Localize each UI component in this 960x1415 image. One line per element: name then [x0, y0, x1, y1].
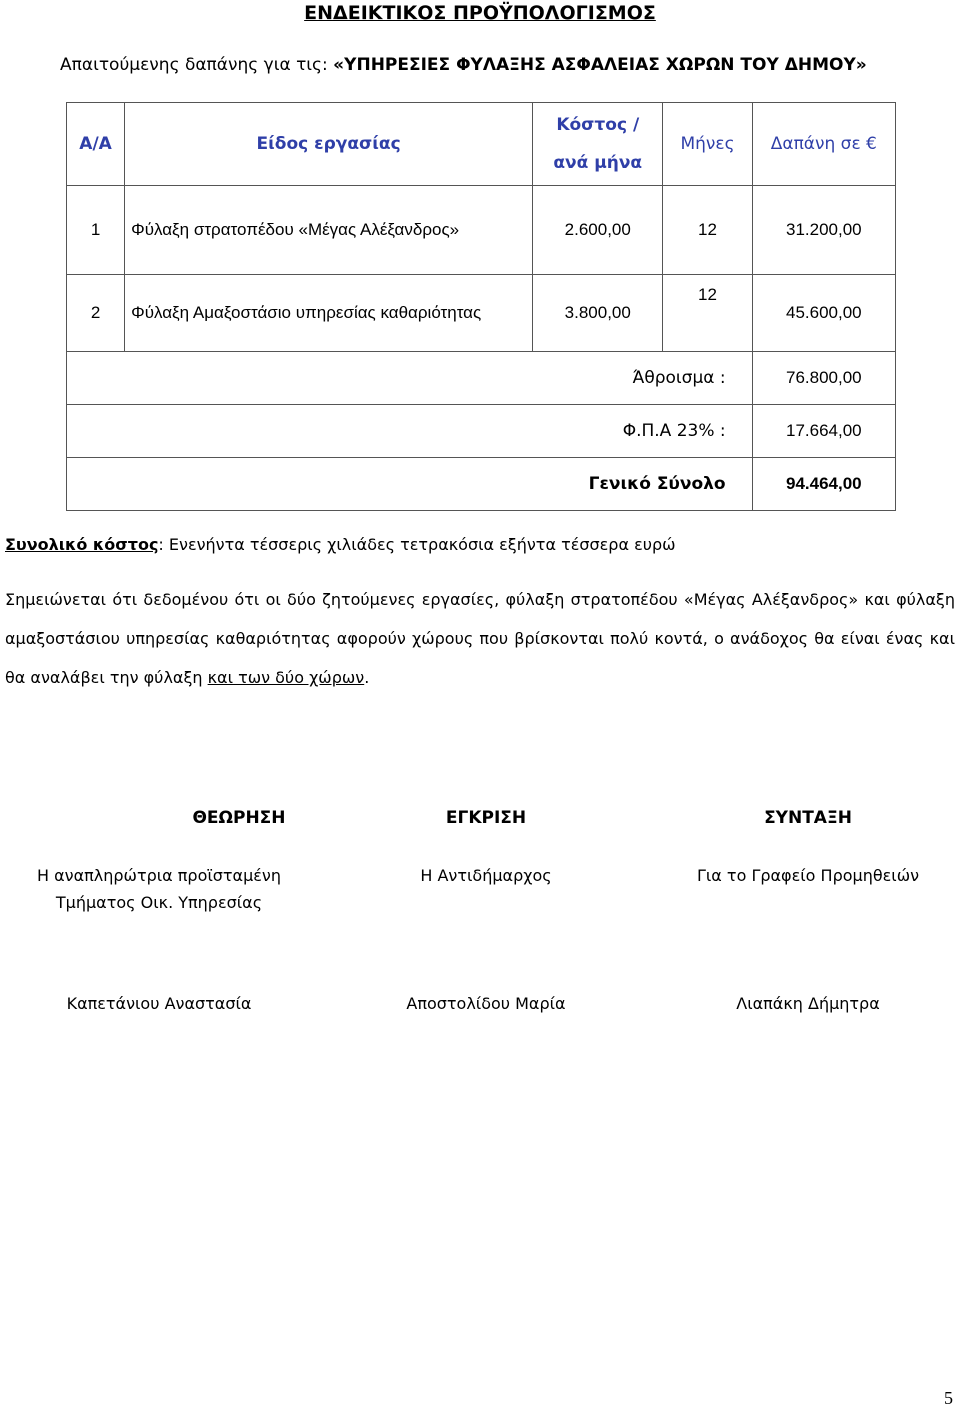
row-aa: 1 [67, 186, 125, 275]
role-line: Η αναπληρώτρια προϊσταμένη [37, 866, 281, 885]
role-line: Για το Γραφείο Προμηθειών [696, 866, 920, 885]
project-name: «ΥΠΗΡΕΣΙΕΣ ΦΥΛΑΞΗΣ ΑΣΦΑΛΕΙΑΣ ΧΩΡΩΝ ΤΟΥ ΔΗΜΟΥ» [333, 55, 867, 75]
header-cost-line1: Κόστος / [556, 115, 640, 135]
row-aa: 2 [67, 275, 125, 352]
vat-row [67, 405, 896, 458]
row-total: 45.600,00 [752, 275, 895, 352]
header-cost [533, 103, 663, 186]
total-cost-words: : Ενενήντα τέσσερις χιλιάδες τετρακόσια εξήντα τέσσερα ευρώ [158, 535, 676, 554]
summary-blank [67, 458, 533, 511]
note-underlined: και των δύο χώρων [207, 668, 365, 687]
row-cost: 3.800,00 [533, 275, 663, 352]
note-end: . [364, 668, 370, 687]
signature-heading-drafting: ΣΥΝΤΑΞΗ [764, 808, 852, 828]
table-row [67, 275, 896, 352]
intro-prefix: Απαιτούμενης δαπάνης για τις: [60, 55, 334, 75]
header-total: Δαπάνη σε € [752, 103, 895, 186]
summary-blank [67, 405, 533, 458]
table-row [67, 186, 896, 275]
summary-blank [67, 352, 533, 405]
grand-total-row [67, 458, 896, 511]
signature-role-review [9, 862, 309, 916]
intro-line [60, 55, 867, 75]
table-header-row [67, 103, 896, 186]
subtotal-label: Άθροισμα : [533, 352, 753, 405]
signature-name-drafting: Λιαπάκη Δήμητρα [736, 994, 880, 1013]
row-type: Φύλαξη Αμαξοστάσιο υπηρεσίας καθαριότητας [125, 275, 533, 352]
budget-table [66, 102, 896, 511]
signature-name-approval: Αποστολίδου Μαρία [406, 994, 566, 1013]
row-type: Φύλαξη στρατοπέδου «Μέγας Αλέξανδρος» [125, 186, 533, 275]
note-text: Σημειώνεται ότι δεδομένου ότι οι δύο ζητούμενες εργασίες, φύλαξη στρατοπέδου «Μέγας Αλέξανδρος» και φύλαξη αμαξοστάσιου υπηρεσίας καθαριότητας αφορούν χώρους που βρίσκονται πολύ κοντά, ο ανάδοχος θα είναι ένας και θα αναλάβει την φύλαξη [5, 590, 955, 687]
page-title: ΕΝΔΕΙΚΤΙΚΟΣ ΠΡΟΫΠΟΛΟΓΙΣΜΟΣ [304, 2, 656, 24]
signature-role-approval [336, 862, 636, 889]
role-line: Τμήματος Οικ. Υπηρεσίας [55, 893, 263, 912]
row-months: 12 [663, 186, 752, 275]
vat-label: Φ.Π.Α 23% : [533, 405, 753, 458]
vat-value: 17.664,00 [752, 405, 895, 458]
header-months: Μήνες [663, 103, 752, 186]
row-cost: 2.600,00 [533, 186, 663, 275]
grand-total-value: 94.464,00 [752, 458, 895, 511]
page-number: 5 [944, 1388, 953, 1408]
row-months: 12 [663, 275, 752, 352]
total-cost-label: Συνολικό κόστος [5, 535, 159, 554]
header-type: Είδος εργασίας [125, 103, 533, 186]
header-cost-line2: ανά μήνα [553, 153, 643, 173]
note-paragraph [5, 580, 955, 697]
signature-heading-review: ΘΕΩΡΗΣΗ [192, 808, 286, 828]
row-total: 31.200,00 [752, 186, 895, 275]
total-cost-text [5, 535, 676, 554]
subtotal-row [67, 352, 896, 405]
header-aa: Α/Α [67, 103, 125, 186]
signature-role-drafting [658, 862, 958, 889]
subtotal-value: 76.800,00 [752, 352, 895, 405]
grand-total-label: Γενικό Σύνολο [533, 458, 753, 511]
role-line: Η Αντιδήμαρχος [420, 866, 552, 885]
signature-heading-approval: ΕΓΚΡΙΣΗ [445, 808, 527, 828]
signature-name-review: Καπετάνιου Αναστασία [66, 994, 252, 1013]
